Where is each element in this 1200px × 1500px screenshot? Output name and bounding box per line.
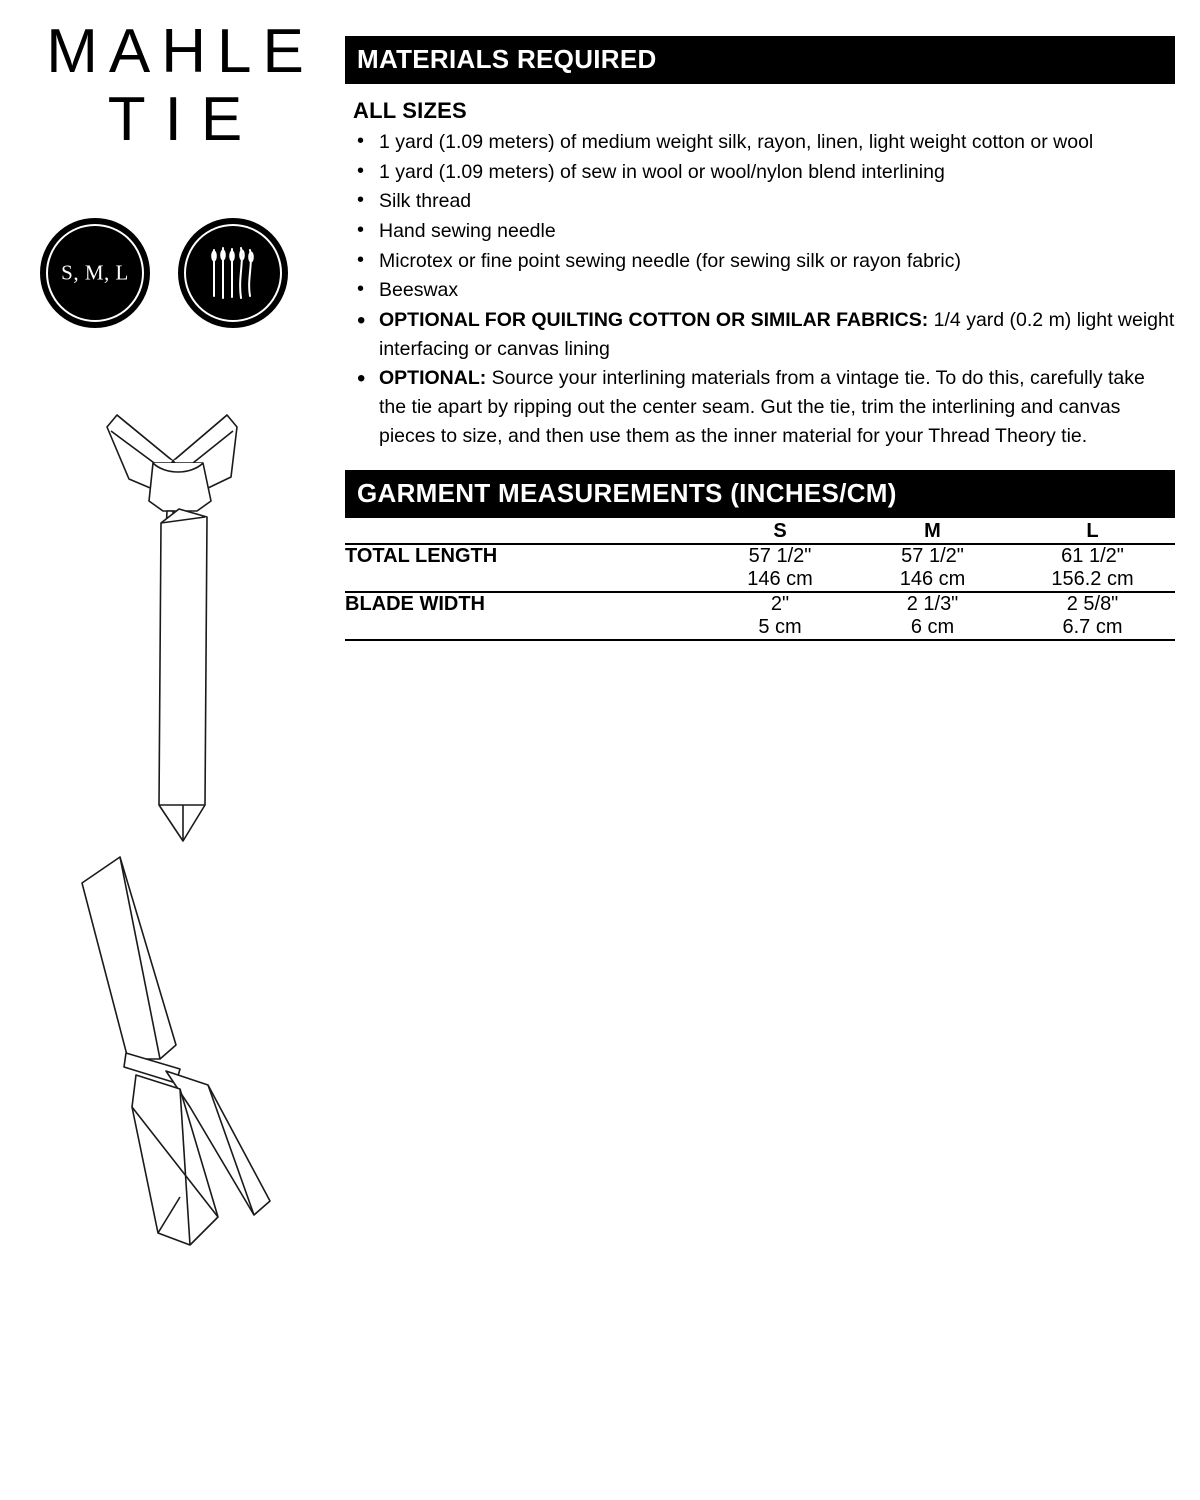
table-rule-row xyxy=(345,639,1175,640)
materials-band-title: MATERIALS REQUIRED xyxy=(345,36,1175,84)
materials-section xyxy=(345,36,1175,451)
cell-value: 2 5/8" xyxy=(1066,593,1119,615)
list-item xyxy=(353,306,1175,363)
list-item-text: Source your interlining materials from a vintage tie. To do this, carefully take the tie apart by ripping out the center seam. Gut the tie, trim the interlining and canvas pieces to size, and then use them as the inner material for your Thread Theory tie. xyxy=(379,367,1145,447)
list-item-emphasis: OPTIONAL FOR QUILTING COTTON OR SIMILAR FABRICS: xyxy=(379,308,929,331)
measurements-band-title: GARMENT MEASUREMENTS (INCHES/CM) xyxy=(345,470,1175,518)
size-badge-label: S, M, L xyxy=(61,260,129,285)
list-item-text: Microtex or fine point sewing needle (for sewing silk or rayon fabric) xyxy=(379,249,962,272)
cell-value: 5 cm xyxy=(758,616,802,638)
size-badge xyxy=(40,218,150,328)
column-header xyxy=(345,520,705,543)
cell-value: 57 1/2" xyxy=(748,545,812,567)
cell-value: 146 cm xyxy=(899,568,966,590)
tied-necktie-illustration xyxy=(55,405,285,845)
cell-value: 57 1/2" xyxy=(901,545,964,567)
cell-value: 156.2 cm xyxy=(1051,568,1134,590)
column-header-m: M xyxy=(924,520,941,542)
cell-value: 2" xyxy=(770,593,790,615)
list-item xyxy=(353,158,1175,187)
table-row xyxy=(345,544,1175,568)
table-header-row xyxy=(345,520,1175,543)
list-item xyxy=(353,247,1175,276)
brand-line-2: TIE xyxy=(107,84,262,154)
needle-badge xyxy=(178,218,288,328)
list-item-text: Beeswax xyxy=(379,279,459,302)
cell-value: 2 1/3" xyxy=(906,593,959,615)
cell-value: 61 1/2" xyxy=(1061,545,1124,567)
row-label: TOTAL LENGTH xyxy=(345,545,498,567)
list-item xyxy=(353,217,1175,246)
list-item-text: Hand sewing needle xyxy=(379,219,556,242)
list-item-text: Silk thread xyxy=(379,190,472,213)
needles-icon xyxy=(178,218,288,328)
list-item xyxy=(353,276,1175,305)
brand-line-1: MAHLE xyxy=(46,17,315,86)
measurements-section xyxy=(345,470,1175,641)
materials-list xyxy=(345,128,1175,450)
cell-value: 6 cm xyxy=(910,616,955,638)
list-item xyxy=(353,187,1175,216)
list-item-text: 1/4 yard (0.2 m) light weight interfacing or canvas lining xyxy=(379,308,1175,360)
row-label: BLADE WIDTH xyxy=(345,593,485,615)
measurements-table xyxy=(345,520,1175,641)
left-illustration-column xyxy=(0,0,330,1500)
list-item xyxy=(353,364,1175,450)
list-item xyxy=(353,128,1175,157)
list-item-emphasis: OPTIONAL: xyxy=(379,367,487,390)
bottom-rule xyxy=(345,639,1175,640)
cell-value: 146 cm xyxy=(747,568,813,590)
brand-wordmark xyxy=(30,17,320,154)
badge-group xyxy=(40,218,300,333)
flat-necktie-illustration xyxy=(40,845,300,1265)
list-item-text: 1 yard (1.09 meters) of sew in wool or wool/nylon blend interlining xyxy=(379,160,945,183)
cell-value: 6.7 cm xyxy=(1062,616,1123,638)
table-row xyxy=(345,592,1175,616)
column-header-l: L xyxy=(1086,520,1099,542)
list-item-text: 1 yard (1.09 meters) of medium weight silk, rayon, linen, light weight cotton or wool xyxy=(379,131,1094,153)
column-header-s: S xyxy=(773,520,787,542)
materials-subhead: ALL SIZES xyxy=(353,98,467,123)
